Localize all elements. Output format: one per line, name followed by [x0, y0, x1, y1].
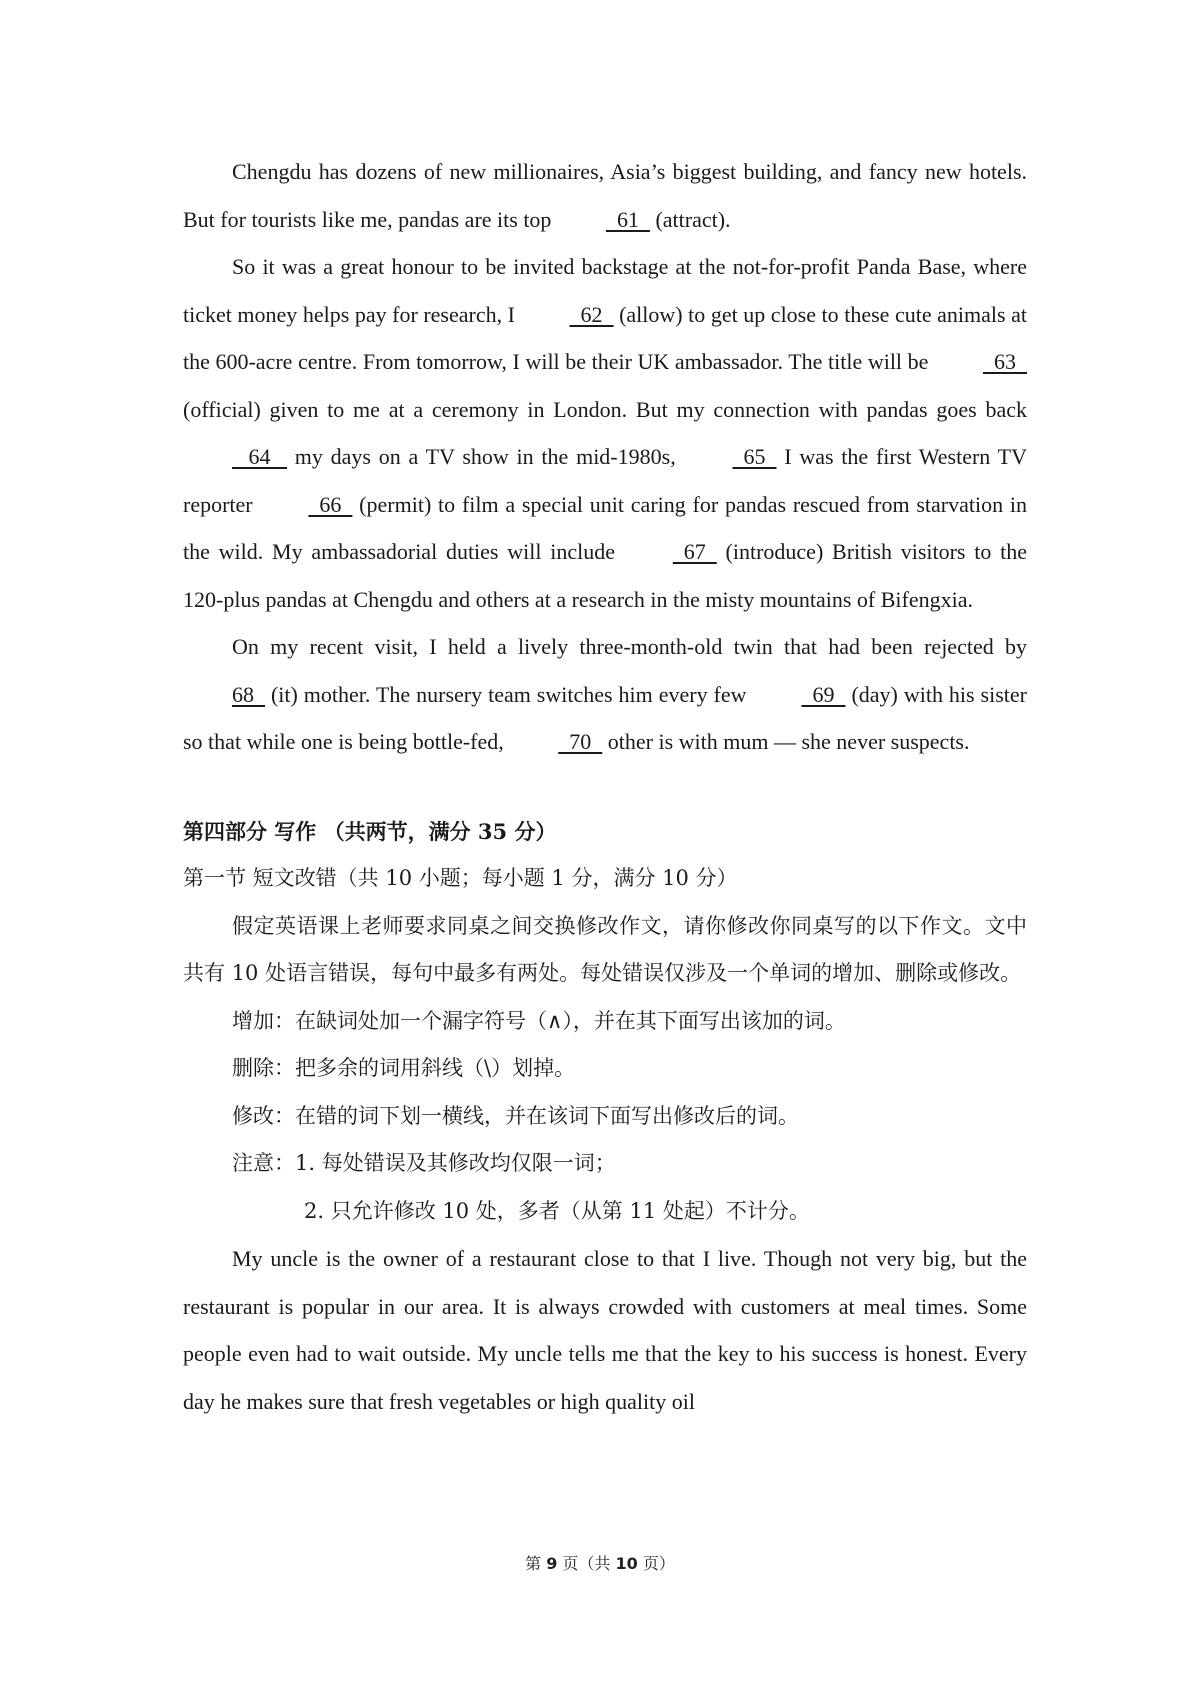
rule-modify: 修改：在错的词下划一横线，并在该词下面写出修改后的词。	[232, 1103, 799, 1128]
blank-64: 64	[232, 444, 287, 469]
blank-70: 70	[558, 729, 603, 754]
passage-text: (official) given to me at a ceremony in London. But my connection with pandas goes back	[183, 396, 1027, 422]
blank-66: 66	[308, 491, 353, 517]
footer-prefix: 第	[525, 1554, 547, 1573]
section-heading: 第四部分 写作 （共两节，满分 35 分）	[183, 818, 557, 844]
passage-paragraph-3	[183, 623, 1027, 766]
blank-61: 61	[605, 206, 650, 232]
instructions-text: 假定英语课上老师要求同桌之间交换修改作文，请你修改你同桌写的以下作文。文中共有 10 处语言错误，每句中最多有两处。每处错误仅涉及一个单词的增加、删除或修改。	[183, 913, 1027, 985]
note-2: 2. 只允许修改 10 处，多者（从第 11 处起）不计分。	[304, 1198, 810, 1223]
footer-mid: 页（共	[557, 1554, 616, 1573]
passage-text: (it) mother. The nursery team switches him every few	[265, 681, 753, 707]
passage-paragraph-1	[183, 148, 1027, 243]
passage-text: my days on a TV show in the mid-1980s,	[287, 444, 684, 469]
total-pages: 10	[615, 1554, 638, 1573]
passage-text: (introduce) British visitors to the 120-plus pandas at Chengdu and others at a research in the misty mountains of Bifengxia.	[183, 539, 1028, 612]
passage-text: On my recent visit, I held a lively three-month-old twin that had been rejected by	[232, 634, 1027, 659]
subsection-heading: 第一节 短文改错（共 10 小题；每小题 1 分，满分 10 分）	[183, 866, 738, 890]
passage-text: I was the first Western TV reporter	[183, 444, 1027, 517]
passage-text: So it was a great honour to be invited backstage at the not-for-profit Panda Base, where ticket money helps pay for research, I	[183, 254, 1027, 327]
passage-text: Chengdu has dozens of new millionaires, Asia’s biggest building, and fancy new hotels. But for tourists like me, pandas are its top	[183, 159, 1027, 232]
passage-text: other is with mum — she never suspects.	[602, 729, 970, 754]
note-1: 注意：1. 每处错误及其修改均仅限一词；	[232, 1151, 616, 1175]
page-number: 9	[546, 1554, 558, 1573]
blank-69: 69	[801, 681, 846, 707]
blank-63: 63	[983, 349, 1027, 374]
blank-65: 65	[732, 444, 777, 469]
blank-68: 68	[232, 681, 265, 707]
passage-text: (day) with his sister so that while one is being bottle-fed,	[183, 681, 1027, 754]
page-footer	[0, 1551, 1200, 1574]
rule-add: 增加：在缺词处加一个漏字符号（∧），并在其下面写出该加的词。	[232, 1008, 846, 1033]
blank-67: 67	[672, 539, 717, 564]
passage-text: (attract).	[649, 206, 731, 232]
blank-62: 62	[569, 301, 614, 327]
essay-paragraph: My uncle is the owner of a restaurant close to that I live. Though not very big, but the restaurant is popular in our area. It is always crowded with customers at meal times. Some people even had to wait outside. My uncle tells me that the key to his success is honest. Every day he makes sure that fresh vegetables or high quality oil	[183, 1246, 1027, 1414]
passage-text: (allow) to get up close to these cute animals at the 600-acre centre. From tomorrow, I will be their UK ambassador. The title will be	[183, 301, 1028, 374]
passage-paragraph-2	[183, 243, 1027, 623]
passage-text: (permit) to film a special unit caring for pandas rescued from starvation in the wild. My ambassadorial duties will include	[183, 491, 1027, 564]
footer-suffix: 页）	[637, 1554, 675, 1573]
rule-delete: 删除：把多余的词用斜线（\）划掉。	[232, 1056, 576, 1080]
page-content	[183, 148, 1027, 1425]
